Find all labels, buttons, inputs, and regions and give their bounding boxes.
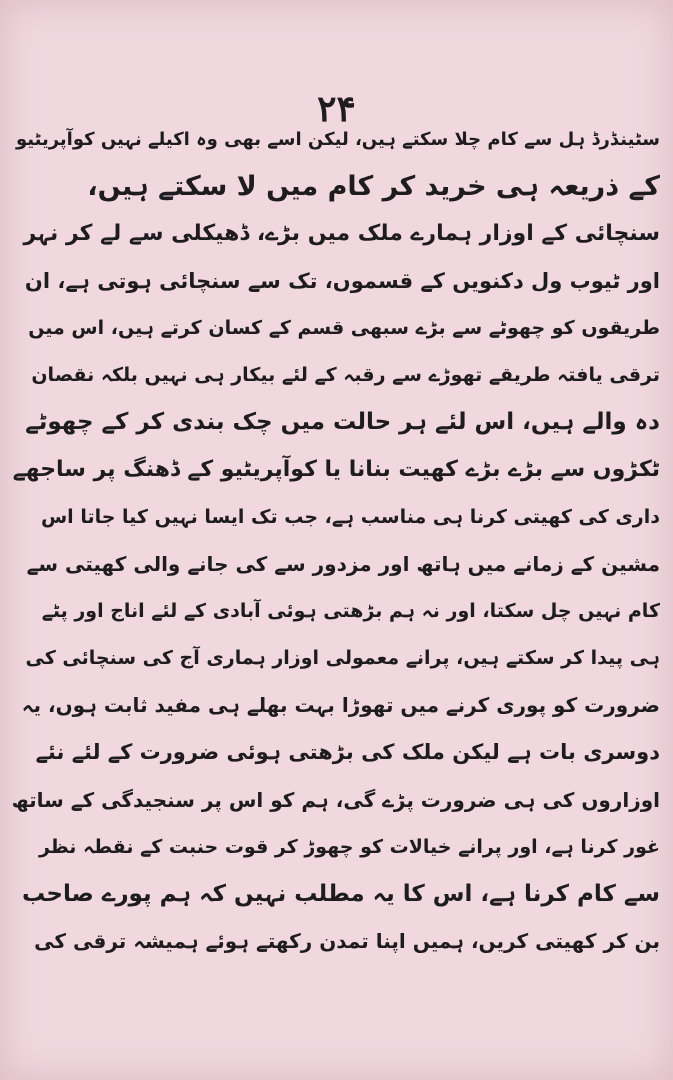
- text-line: ترقی یافتہ طریقے تھوڑے سے رقبہ کے لئے بیکار ہی نہیں بلکہ نقصان: [31, 363, 660, 386]
- text-line: دہ والے ہیں، اس لئے ہر حالت میں چک بندی کر کے چھوٹے: [25, 409, 660, 436]
- text-line: کے ذریعہ ہی خرید کر کام میں لا سکتے ہیں،: [87, 171, 660, 203]
- text-line: بن کر کھیتی کریں، ہمیں اپنا تمدن رکھتے ہوئے ہمیشہ ترقی کی: [34, 929, 660, 954]
- text-line: کام نہیں چل سکتا، اور نہ ہم بڑھتی ہوئی آبادی کے لئے اناج اور پٹے: [41, 599, 660, 622]
- text-line: سنچائی کے اوزار ہمارے ملک میں بڑے، ڈھیکلی سے لے کر نہر: [23, 221, 660, 247]
- text-line: مشین کے زمانے میں ہاتھ اور مزدور سے کی جانے والی کھیتی سے: [26, 551, 660, 576]
- text-line: سٹینڈرڈ ہل سے کام چلا سکتے ہیں، لیکن اسے بھی وہ اکیلے نہیں کوآپریٹیو: [15, 129, 660, 150]
- page-number: ۲۴: [317, 88, 356, 130]
- text-line: ہی پیدا کر سکتے ہیں، پرانے معمولی اوزار ہماری آج کی سنچائی کی: [25, 647, 660, 670]
- text-line: ضرورت کو پوری کرنے میں تھوڑا بہت بھلے ہی مفید ثابت ہوں، یہ: [21, 693, 660, 718]
- text-line: اوزاروں کی ہی ضرورت پڑے گی، ہم کو اس پر سنجیدگی کے ساتھ: [11, 787, 660, 812]
- text-line: داری کی کھیتی کرنا ہی مناسب ہے، جب تک ایسا نہیں کیا جاتا اس: [40, 505, 660, 528]
- body-text: [10, 116, 660, 965]
- text-line: دوسری بات ہے لیکن ملک کی بڑھتی ہوئی ضرورت کے لئے نئے: [35, 740, 660, 765]
- text-line: اور ٹیوب ول دکنویں کے قسموں، تک سے سنچائی ہوتی ہے، ان: [24, 268, 660, 293]
- text-line: سے کام کرنا ہے، اس کا یہ مطلب نہیں کہ ہم پورے صاحب: [22, 881, 660, 907]
- text-line: غور کرنا ہے، اور پرانے خیالات کو چھوڑ کر قوت حنبت کے نقطہ نظر: [38, 835, 660, 858]
- text-line: طریقوں کو چھوٹے سے بڑے سبھی قسم کے کسان کرتے ہیں، اس میں: [28, 316, 660, 339]
- text-line: ٹکڑوں سے بڑے بڑے کھیت بنانا یا کوآپریٹیو کے ڈھنگ پر ساجھے: [12, 457, 660, 483]
